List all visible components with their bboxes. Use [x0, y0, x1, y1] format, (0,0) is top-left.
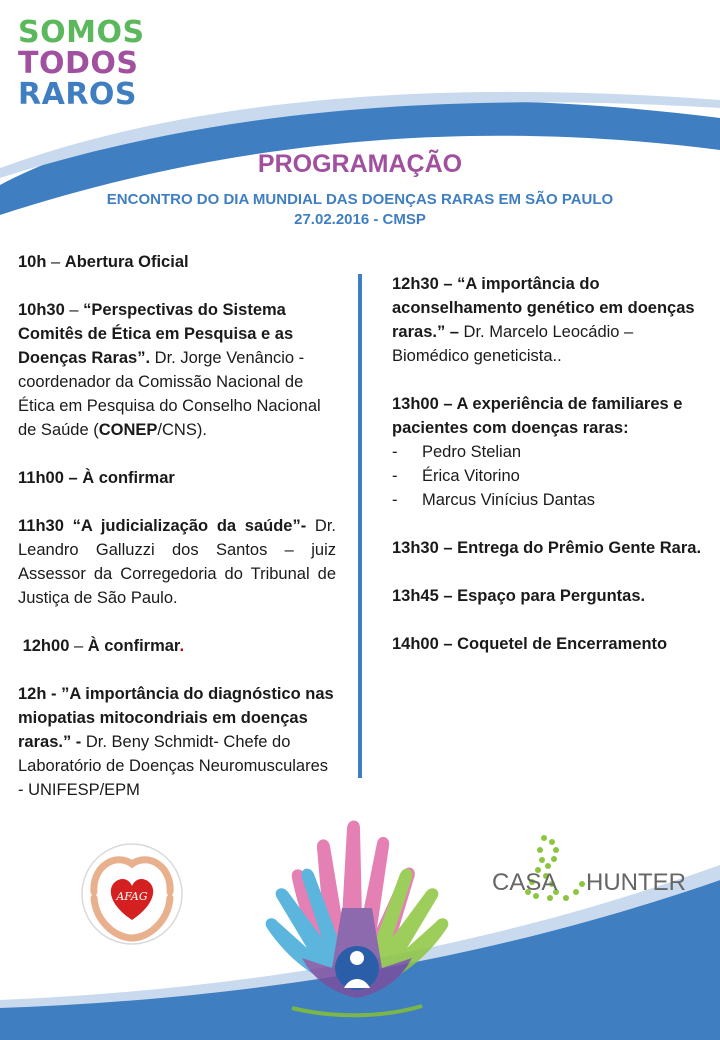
list-item — [392, 464, 712, 488]
list-dash: - — [392, 443, 398, 461]
logo-line-2: TODOS — [18, 46, 139, 81]
page-title: PROGRAMAÇÃO — [257, 150, 463, 178]
schedule-left-column — [18, 250, 336, 826]
item-description: Dr. Leandro Galluzzi dos Santos – juiz Assessor da Corregedoria do Tribunal de Justiça de São Paulo. — [18, 517, 337, 607]
item-title: À confirmar — [87, 637, 180, 655]
afag-logo — [80, 842, 184, 946]
item-description: Dr. Marcelo Leocádio – Biomédico geneticista.. — [392, 323, 634, 365]
schedule-item-14h00: 14h00 – Coquetel de Encerramento — [392, 635, 668, 653]
schedule-item-13h00 — [392, 392, 712, 512]
list-dash: - — [392, 491, 398, 509]
hunter-text: HUNTER — [586, 869, 686, 896]
item-separator: – — [46, 253, 65, 271]
item-separator: – — [69, 637, 88, 655]
list-item — [392, 440, 712, 464]
logo-line-3: RAROS — [18, 77, 138, 112]
schedule-item-13h30: 13h30 – Entrega do Prêmio Gente Rara. — [392, 539, 702, 557]
schedule-item-13h45: 13h45 – Espaço para Perguntas. — [392, 587, 646, 605]
casa-hunter-logo — [490, 832, 690, 922]
list-dash: - — [392, 467, 398, 485]
schedule-item-12h30 — [392, 272, 712, 368]
schedule-item-12h — [18, 682, 336, 802]
person-name: Pedro Stelian — [422, 443, 522, 461]
item-title: 12h30 – “A importância do aconselhamento genético em doenças raras.” – — [392, 275, 695, 341]
conep-acronym: CONEP — [98, 421, 158, 439]
schedule-item-11h30 — [18, 514, 336, 610]
item-description: Dr. Beny Schmidt- Chefe do Laboratório de Doenças Neuromusculares - UNIFESP/EPM — [18, 733, 329, 799]
item-time: 10h30 — [18, 301, 65, 319]
column-divider — [358, 274, 362, 778]
list-item — [392, 488, 712, 512]
person-name: Érica Vitorino — [422, 467, 520, 485]
person-name: Marcus Vinícius Dantas — [422, 491, 596, 509]
somos-todos-raros-logo — [18, 15, 145, 112]
item-title: 12h - ”A importância do diagnóstico nas miopatias mitocondriais em doenças raras.” - — [18, 685, 334, 751]
afag-label: AFAG — [116, 890, 148, 903]
schedule-right-column — [392, 272, 712, 680]
item-title: Abertura Oficial — [64, 253, 189, 271]
event-date: 27.02.2016 - CMSP — [294, 211, 426, 228]
schedule-item-10h — [18, 250, 336, 274]
item-description: Dr. Jorge Venâncio - coordenador da Comissão Nacional de Ética em Pesquisa do Conselho Nacional de Saúde ( — [18, 349, 321, 439]
item-title: 11h30 “A judicialização da saúde”- — [18, 517, 307, 535]
casa-text: CASA — [492, 869, 558, 896]
event-name: ENCONTRO DO DIA MUNDIAL DAS DOENÇAS RARAS EM SÃO PAULO — [106, 191, 614, 208]
item-time: 10h — [18, 253, 47, 271]
item-title: “Perspectivas do Sistema Comitês de Ética em Pesquisa e as Doenças Raras”. — [18, 301, 294, 367]
item-red-dot: . — [179, 637, 185, 655]
item-separator: – — [64, 301, 84, 319]
item-description-end: /CNS). — [157, 421, 207, 439]
schedule-item-11h00: 11h00 – À confirmar — [18, 469, 175, 487]
item-time: 12h00 — [18, 637, 70, 655]
schedule-item-12h00 — [18, 634, 336, 658]
event-subtitle — [0, 190, 720, 230]
item-title: 13h00 – A experiência de familiares e pacientes com doenças raras: — [392, 395, 683, 437]
schedule-item-10h30 — [18, 298, 336, 442]
logo-line-1: SOMOS — [18, 15, 145, 50]
hands-logo — [262, 818, 452, 1018]
